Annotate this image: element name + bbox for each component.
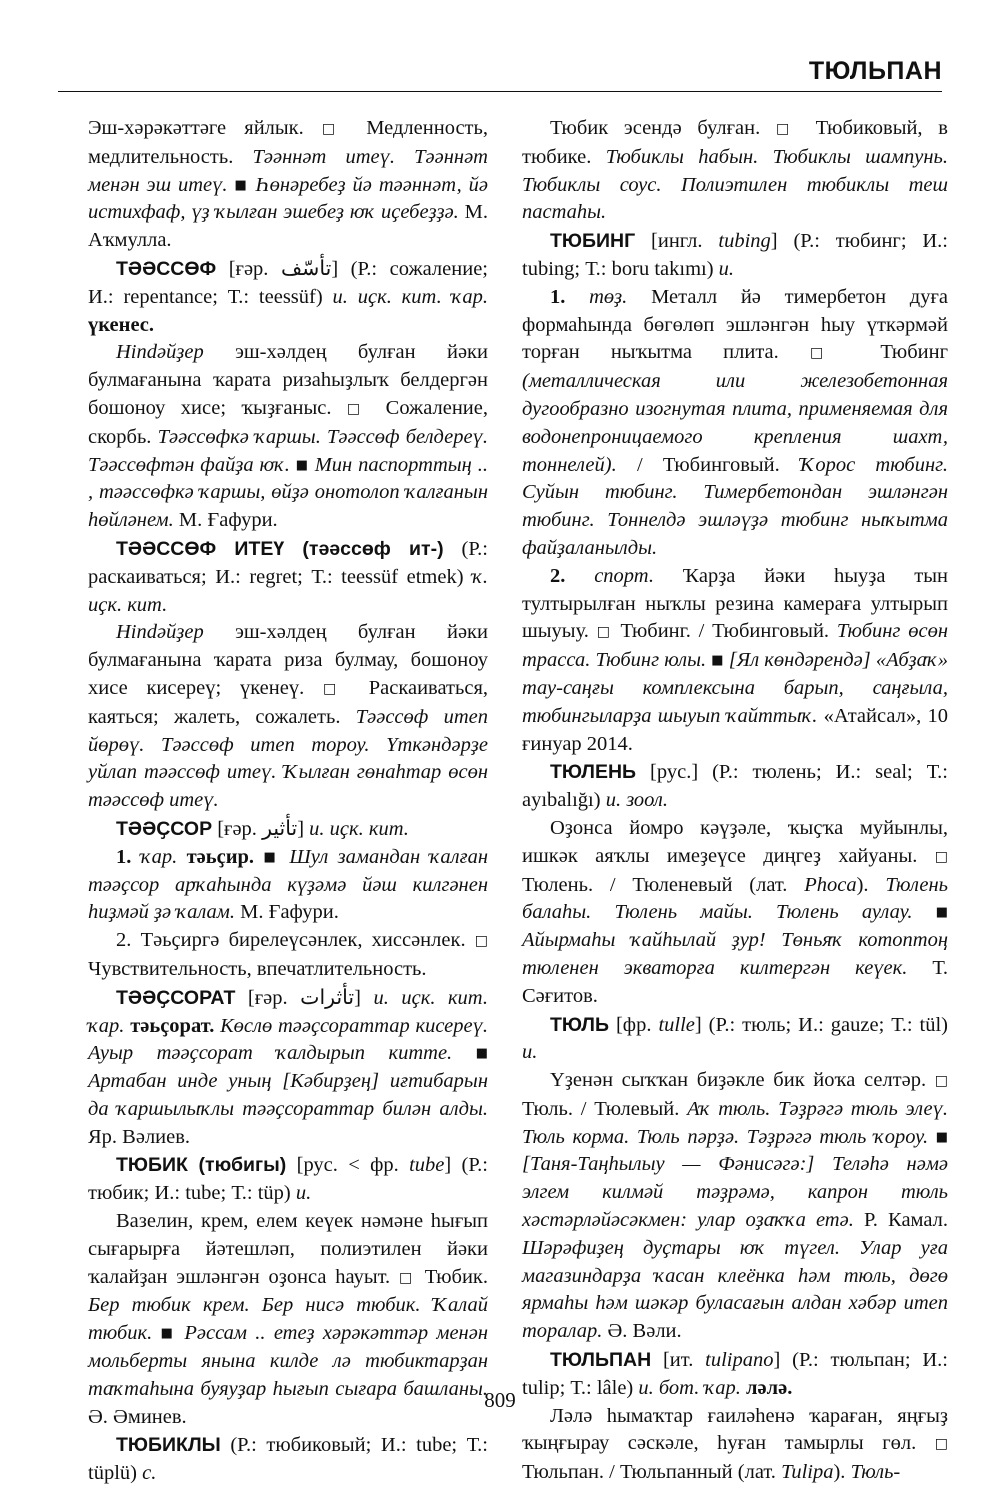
text-run: Тюльпан. / Тюльпанный (лат. <box>522 1461 782 1484</box>
text-run: Мин паспорттың .. , тәәссөфкә ҡаршы, өйҙә онотолоп ҡалғанын һөйләнем. <box>88 453 488 532</box>
text-run: Ә. Әминев. <box>88 1405 187 1428</box>
text-run: ҡар. <box>140 845 187 868</box>
marker-square: □ <box>323 680 350 697</box>
marker-square: □ <box>934 848 948 865</box>
text-run: «Атайсал», 10 ғинуар 2014. <box>522 704 948 755</box>
text-run: и. <box>295 1182 312 1205</box>
dictionary-entry <box>88 1432 488 1488</box>
running-head: ТЮЛЬПАН <box>808 57 942 85</box>
text-run: Ләлә һымаҡтар ғаиләһенә ҡараған, яңғыҙ ҡыңғырау сәскәле, һуған тамырлы гөл. <box>522 1404 948 1455</box>
marker-square: ■ <box>935 905 948 921</box>
text-run: Эш-хәрәкәттәге яйлык. <box>88 117 322 139</box>
text-run: Медленность, медлительность. <box>88 117 488 168</box>
page-number: 809 <box>484 1388 516 1412</box>
marker-square: ■ <box>160 1326 177 1342</box>
text-run: тәьҫир. <box>186 845 264 868</box>
dictionary-entry <box>88 985 488 1152</box>
text-run: تأثرات <box>300 986 355 1009</box>
headword: ТӘӘҪСОР <box>116 817 213 840</box>
text-run: 2. <box>550 564 595 587</box>
text-run: Яр. Вәлиев. <box>88 1125 191 1148</box>
marker-square: □ <box>346 400 371 417</box>
definition-paragraph <box>522 815 948 1011</box>
text-run: tubing <box>718 230 771 253</box>
text-run: [ғәр. <box>212 817 263 840</box>
text-run: Артабан инде уның [Кәбирҙең] иғтибарын да ҡаршылыҡлы тәәҫсораттар билән алды. <box>88 1070 488 1120</box>
text-run: Р. Камал. <box>853 1209 949 1232</box>
text-run: ] (Р.: тюльпан; И.: tulip; Т.: lâle) <box>522 1349 948 1399</box>
headword: ТЮБИК (тюбигы) <box>116 1154 287 1177</box>
text-run: Үҙенән сыҡҡан биҙәкле бик йоҡа селтәр. <box>550 1069 935 1092</box>
marker-square: ■ <box>234 177 249 193</box>
marker-square: □ <box>934 1436 948 1453</box>
text-run: Тюбиковый, в тюбике. <box>522 117 948 168</box>
definition-paragraph <box>88 844 488 927</box>
dictionary-entry <box>522 228 948 284</box>
text-run: ] (Р.: тюль; И.: gauze; Т.: tül) <box>694 1013 948 1036</box>
text-run: Шул замандан ҡалған тәәҫсор арҡаһында күҙәмә йәш килгәнен һиҙмәй ҙә ҡалам. <box>88 845 488 924</box>
text-run: 2. Тәьҫиргә бирелеүсәнлек, хиссәнлек. <box>116 929 475 952</box>
text-run: эш-хәлдең булған йәки булмағанына ҡарата ризаһыҙлыҡ белдергән бошоноу хисе; ҡыҙғаныс. <box>88 341 488 419</box>
definition-paragraph <box>522 284 948 563</box>
marker-square: ■ <box>711 653 724 669</box>
text-run: Тәәссөф итеп йөрөү. Тәәссөф итеп тороу. Үткәндәрҙе уйлап тәәссөф итеү. Ҡылған гөнаһтар өсөн тәәссөф итеү. <box>88 705 488 812</box>
dictionary-entry <box>522 759 948 815</box>
text-run: [ғәр. <box>216 257 281 280</box>
definition-paragraph <box>88 927 488 984</box>
text-run: (металлическая или железобетонная дугообразно изогнутая плита, применяемая для водонепроницаемого крепления шахт, тоннелей). <box>522 370 948 476</box>
text-run: تأسّف <box>280 257 332 280</box>
headword: ТӘӘССӨФ <box>116 257 217 280</box>
text-run: Тюль- <box>850 1461 901 1484</box>
text-run: Рәссам .. етеҙ хәрәкәттәр менән мольберты янына килде лә тюбиктарҙан таҡтаһына буяуҙар һығып сығара башланы. <box>88 1322 488 1400</box>
definition-paragraph <box>522 1403 948 1487</box>
text-run: 1. <box>116 845 141 868</box>
text-run: эш-хәлдең булған йәки булмағанына ҡарата риза булмау, бошоноу хисе кисереү; үкенеү. <box>88 621 488 699</box>
text-run: с. <box>142 1462 157 1485</box>
text-run: и. бот. ҡар. <box>638 1376 747 1399</box>
text-run: спорт. <box>594 564 654 587</box>
text-run: Тәәссөфкә ҡаршы. Тәәссөф белдереү. Тәәссөфтән файҙа юҡ. <box>88 425 488 476</box>
dictionary-entry <box>88 1152 488 1208</box>
headword: ТӘӘССӨФ ИТЕҮ (тәәссөф ит-) <box>116 537 444 560</box>
text-run: и. иҫк. кит. <box>309 817 409 840</box>
definition-paragraph <box>522 1067 948 1346</box>
text-run: [ит. <box>651 1349 706 1372</box>
text-run: Тюбинг <box>849 341 948 364</box>
dictionary-entry <box>88 816 488 844</box>
text-run: М. Ғафури. <box>173 509 278 532</box>
text-run: и. зоол. <box>605 789 668 812</box>
marker-square: ■ <box>475 1046 488 1062</box>
text-run: Тәәннәт итеү. Тәәннәт менән эш итеү. <box>88 145 488 196</box>
headword: ТӘӘҪСОРАТ <box>116 986 236 1009</box>
text-run: [фр. <box>608 1013 659 1036</box>
text-run: Вазелин, крем, елем кеүек нәмәне һығып сығарырға йәтешләп, полиэтилен йәки ҡалайҙан эшләнгән оҙонса һауыт. <box>88 1210 488 1288</box>
definition-paragraph <box>88 115 488 255</box>
text-run: ] (Р.: сожаление; И.: repentance; Т.: teessüf) <box>88 257 488 308</box>
text-run: Һөнәребеҙ йә тәәннәт, йә истихфаф, үҙ ҡылған эшебеҙ юҡ иҫебеҙҙә. <box>88 173 488 224</box>
header-rule <box>58 91 942 92</box>
text-run: Айырмаһы ҡайһылай ҙур! Төньяҡ котоптоң тюленен экваторға килтергән кеүек. <box>522 929 948 979</box>
marker-square: □ <box>474 933 488 950</box>
dictionary-entry <box>88 536 488 619</box>
marker-square: ■ <box>935 1129 948 1145</box>
text-run: Тюбиклы һабын. Тюбиклы шампунь. Тюбиклы соус. Полиэтилен тюбиклы теш пастаһы. <box>522 145 948 224</box>
marker-square: □ <box>809 345 850 362</box>
text-run: Нindәйҙер <box>116 341 204 364</box>
text-run: Бер тюбик крем. Бер нисә тюбик. Ҡалай тюбик. <box>88 1294 488 1345</box>
text-run: Ҡарҙа йәки һыуҙа тын тултырылған ныҡлы резина камераға ултырып шыуыу. <box>522 564 949 643</box>
text-run: ] (Р.: тюбик; И.: tube; Т.: tüp) <box>88 1154 489 1205</box>
text-run: ҡ. иҫк. кит. <box>88 565 488 616</box>
text-run: и. <box>522 1041 538 1064</box>
text-run: تأثير <box>262 817 298 840</box>
text-run: Аҡ тюль. Тәҙрәгә тюль элеү. Тюль корма. Тюль пәрҙә. Тәҙрәгә тюль ҡороу. <box>522 1097 949 1148</box>
text-run: ] (Р.: тюбинг; И.: tubing; Т.: boru takımı) <box>522 230 948 280</box>
text-run: 1. <box>550 285 590 308</box>
text-run: Нindәйҙер <box>116 621 204 644</box>
text-run: Тюбик эсендә булған. <box>550 117 777 139</box>
text-run: М. Аҡмулла. <box>88 201 489 252</box>
marker-square: □ <box>398 1269 416 1286</box>
text-run: [Ял көндәрендә] «Абҙаҡ» тау-саңғы комплексына барып, саңғыла, тюбингыларҙа шыуып ҡайттыҡ. <box>522 649 948 727</box>
headword: ТЮЛЬПАН <box>550 1349 652 1372</box>
text-run: (Р.: раскаиваться; И.: regret; Т.: teessüf etmek) <box>88 537 488 588</box>
headword: ТЮБИКЛЫ <box>116 1434 221 1457</box>
text-run: Оҙонса йомро кәүҙәле, ҡыҫҡа муйынлы, ишкәк аяҡлы имеҙеүсе диңгеҙ хайуаны. <box>522 816 948 867</box>
definition-paragraph <box>88 619 488 815</box>
text-run: Раскаиваться, каяться; жалеть, сожалеть. <box>88 676 489 728</box>
headword: ТЮБИНГ <box>550 230 636 253</box>
text-run: Т. Сәғитов. <box>522 956 948 1007</box>
text-run: Сожаление, скорбь. <box>88 396 488 448</box>
text-run: [ингл. <box>635 230 719 253</box>
text-run: Көслө тәәҫсораттар кисереү. Ауыр тәәҫсорат ҡалдырып китте. <box>88 1014 488 1065</box>
text-run: tulle <box>658 1013 695 1036</box>
marker-square: □ <box>596 624 613 641</box>
text-run: [ғәр. <box>235 986 301 1009</box>
text-run: tube <box>409 1154 445 1177</box>
text-run: төҙ. <box>589 285 628 308</box>
text-run: Шәрәфиҙең дуҫтары юҡ түгел. Улар уға магазиндарҙа ҡасан клеёнка һәм тюль, дөгө ярмаһы һәм шәкәр буласағын алдан хәбәр итеп торалар. <box>522 1236 948 1343</box>
text-run: tulipano <box>705 1349 774 1372</box>
text-run: Tulipa <box>781 1461 834 1484</box>
text-run: и. <box>718 257 735 280</box>
text-run: Ҡорос тюбинг. Суйын тюбинг. Тимербетондан эшләнгән тюбинг. Тоннелдә эшләүҙә тюбинг ныҡытма файҙаланылды. <box>522 453 948 559</box>
text-run: Тюбик. <box>415 1265 488 1288</box>
definition-paragraph <box>88 339 488 535</box>
text-run: тәьҫорат. <box>130 1014 221 1037</box>
text-run: [рус.] (Р.: тюлень; И.: seal; Т.: ayıbalığı) <box>522 761 948 812</box>
text-run: [Таня-Таңһылыу — Фәнисәгә:] Теләһә нәмә элгем килмәй тәҙрәмә, капрон тюль хәстәрләйәсәкмен: улар оҙаҡҡа етә. <box>522 1153 948 1232</box>
marker-square: □ <box>934 1073 948 1090</box>
text-run: и. иҫк. кит. ҡар. <box>332 285 488 308</box>
text-run: ] <box>354 986 374 1009</box>
text-run: Тюль. / Тюлевый. <box>522 1097 688 1120</box>
text-run: / Тюбинговый. <box>616 453 800 476</box>
text-run: Чувствительность, впечатлительность. <box>88 957 427 980</box>
text-run: ). <box>856 873 886 896</box>
text-run: ). <box>833 1461 851 1484</box>
dictionary-entry <box>522 1012 948 1068</box>
text-run: ләлә. <box>746 1376 793 1399</box>
left-column <box>88 115 488 1488</box>
text-run: Phoca <box>804 873 857 896</box>
marker-square: □ <box>776 121 800 137</box>
right-column <box>522 115 948 1487</box>
text-run: Металл йә тимербетон дуға формаһында бөгөлөп эшләнгән һыу үткәрмәй торған ныҡытма плита. <box>522 285 948 364</box>
text-run: и. иҫк. кит. ҡар. <box>88 986 488 1037</box>
text-run: Тюлень балаһы. Тюлень майы. Тюлень аулау. <box>522 873 949 924</box>
headword: ТЮЛЕНЬ <box>550 761 637 784</box>
text-run: үкенес. <box>88 313 155 336</box>
text-run: Тюлень. / Тюленевый (лат. <box>522 873 805 896</box>
marker-square: □ <box>321 121 349 137</box>
text-run: ] <box>297 817 310 840</box>
headword: ТЮЛЬ <box>550 1013 609 1036</box>
text-run: Ә. Вәли. <box>602 1320 682 1343</box>
dictionary-entry <box>88 256 488 339</box>
definition-paragraph <box>522 115 948 227</box>
definition-paragraph <box>522 563 948 759</box>
text-run: М. Ғафури. <box>234 901 339 924</box>
text-run: Тюбинг өсөн трасса. Тюбинг юлы. <box>522 620 949 672</box>
marker-square: ■ <box>295 457 309 473</box>
text-run: Тюбинг. / Тюбинговый. <box>612 620 837 643</box>
text-run: (Р.: тюбиковый; И.: tube; Т.: tüplü) <box>88 1434 488 1485</box>
text-run: [рус. < фр. <box>286 1154 410 1177</box>
marker-square: ■ <box>263 849 280 865</box>
